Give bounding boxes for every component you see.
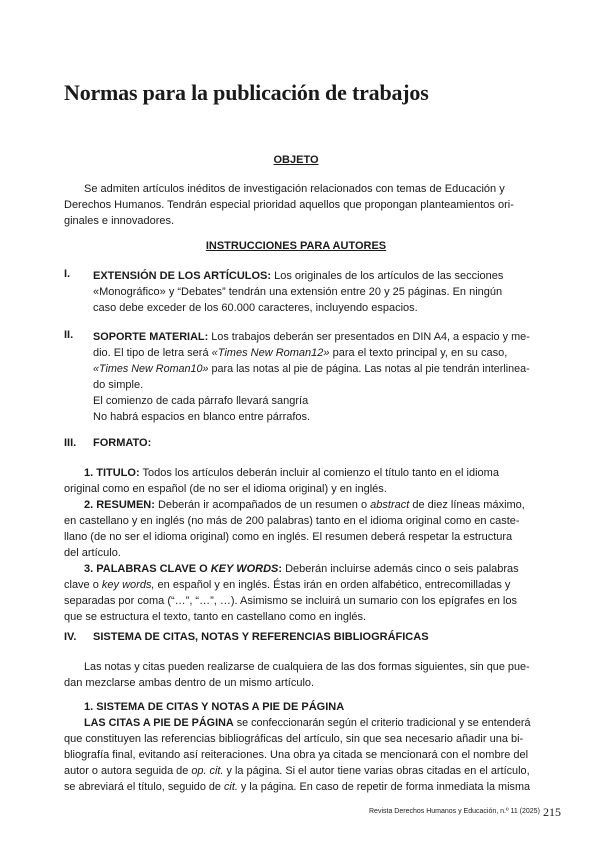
text-run: : bbox=[278, 563, 283, 575]
text-run: para las notas al pie de página. Las notas al pie tendrán interlinea- bbox=[208, 363, 530, 375]
section-4-intro-line-1: Las notas y citas pueden realizarse de cualquiera de las dos formas siguientes, sin que pue- bbox=[84, 661, 530, 673]
text-run: dio. El tipo de letra será bbox=[93, 347, 212, 359]
section-4-number: IV. bbox=[64, 631, 77, 643]
instrucciones-heading: INSTRUCCIONES PARA AUTORES bbox=[205, 240, 387, 252]
section-1-number: I. bbox=[64, 268, 71, 280]
section-1-text: Los originales de los artículos de las secciones bbox=[271, 270, 504, 282]
section-2-line-1 bbox=[93, 329, 530, 345]
page-title: Normas para la publicación de trabajos bbox=[64, 80, 429, 105]
titulo-line-1 bbox=[84, 465, 499, 481]
page-number: 215 bbox=[543, 805, 561, 819]
objeto-line-1: Se admiten artículos inéditos de investigación relacionados con temas de Educación y bbox=[84, 183, 505, 195]
citas-line-5 bbox=[64, 779, 530, 795]
section-2-line-4: do simple. bbox=[93, 379, 144, 391]
font-name: «Times New Roman12» bbox=[211, 347, 330, 359]
palabras-label-italic: KEY WORDS bbox=[210, 563, 279, 575]
text-run: Deberán incluirse además cinco o seis palabras bbox=[282, 563, 519, 575]
section-2-label: SOPORTE MATERIAL: bbox=[93, 331, 209, 343]
section-3-label: FORMATO: bbox=[93, 437, 152, 449]
resumen-label: 2. RESUMEN: bbox=[84, 499, 155, 511]
text-run: key words, bbox=[101, 579, 155, 591]
section-4-label: SISTEMA DE CITAS, NOTAS Y REFERENCIAS BIBLIOGRÁFICAS bbox=[93, 631, 429, 643]
resumen-line-4: del artículo. bbox=[64, 547, 121, 559]
section-2-text: Los trabajos deberán ser presentados en DIN A4, a espacio y me- bbox=[208, 331, 530, 343]
objeto-heading: OBJETO bbox=[273, 154, 319, 166]
text-run: cit. bbox=[223, 781, 238, 793]
section-2-line-2 bbox=[93, 345, 507, 361]
text-run: op. cit. bbox=[191, 765, 224, 777]
objeto-line-2: Derechos Humanos. Tendrán especial prioridad aquellos que propongan planteamientos ori- bbox=[64, 199, 514, 211]
journal-citation: Revista Derechos Humanos y Educación, n.º 11 (2025) bbox=[369, 808, 540, 815]
palabras-line-3: separadas por coma (“…”, “…”, …). Asimismo se incluirá un sumario con los epígrafes en los bbox=[64, 595, 517, 607]
citas-line-1 bbox=[84, 715, 530, 731]
palabras-line-1 bbox=[84, 561, 519, 577]
text-run: en español y en inglés. Éstas irán en orden alfabético, entrecomilladas y bbox=[154, 579, 511, 591]
section-4-intro-line-2: dan mezclarse ambas dentro de un mismo artículo. bbox=[64, 677, 315, 689]
text-run: Todos los artículos deberán incluir al comienzo el título tanto en el idioma bbox=[139, 467, 499, 479]
section-2-line-5: El comienzo de cada párrafo llevará sangría bbox=[93, 395, 309, 407]
text-run: autor o autora seguida de bbox=[64, 765, 192, 777]
citas-line-3: bliografía final, evitando así reiteraciones. Una obra ya citada se mencionará con el nombre del bbox=[64, 749, 529, 761]
resumen-line-3: llano (de no ser el idioma original) como en inglés. El resumen deberá respetar la estructura bbox=[64, 531, 513, 543]
text-run: se abreviará el título, seguido de bbox=[64, 781, 224, 793]
text-run: para el texto principal y, en su caso, bbox=[329, 347, 508, 359]
text-run: de diez líneas máximo, bbox=[409, 499, 525, 511]
resumen-line-2: en castellano y en inglés (no más de 200 palabras) tanto en el idioma original como en caste- bbox=[64, 515, 520, 527]
citas-label: LAS CITAS A PIE DE PÁGINA bbox=[84, 717, 234, 729]
text-run: clave o bbox=[64, 579, 102, 591]
palabras-line-4: que se estructura el texto, tanto en castellano como en inglés. bbox=[64, 611, 367, 623]
objeto-line-3: ginales e innovadores. bbox=[64, 215, 175, 227]
titulo-label: 1. TITULO: bbox=[84, 467, 140, 479]
subsection-1-heading: 1. SISTEMA DE CITAS Y NOTAS A PIE DE PÁGINA bbox=[84, 701, 345, 713]
resumen-line-1 bbox=[84, 497, 525, 513]
text-run: se confeccionarán según el criterio tradicional y se entenderá bbox=[233, 717, 531, 729]
citas-line-2: que constituyen las referencias bibliográficas del artículo, sin que sea necesario añadir una bi- bbox=[64, 733, 524, 745]
section-2-number: II. bbox=[64, 329, 74, 341]
section-2-line-3 bbox=[93, 361, 530, 377]
section-1-line-3: caso debe exceder de los 60.000 caracteres, incluyendo espacios. bbox=[93, 302, 418, 314]
section-1-label: EXTENSIÓN DE LOS ARTÍCULOS: bbox=[93, 270, 272, 282]
section-1-line-1 bbox=[93, 268, 503, 284]
citas-line-4 bbox=[64, 763, 530, 779]
palabras-line-2 bbox=[64, 577, 510, 593]
section-2-line-6: No habrá espacios en blanco entre párrafos. bbox=[93, 411, 311, 423]
section-3-number: III. bbox=[64, 437, 77, 449]
font-name: «Times New Roman10» bbox=[93, 363, 209, 375]
text-run: y la página. En caso de repetir de forma inmediata la misma bbox=[237, 781, 531, 793]
palabras-label: 3. PALABRAS CLAVE O bbox=[84, 563, 211, 575]
titulo-line-2: original como en español (de no ser el idioma original) y en inglés. bbox=[64, 483, 387, 495]
section-1-line-2: «Monográfico» y “Debates” tendrán una extensión entre 20 y 25 páginas. En ningún bbox=[93, 286, 503, 298]
text-run: y la página. Si el autor tiene varias obras citadas en el artículo, bbox=[223, 765, 530, 777]
text-run: Deberán ir acompañados de un resumen o bbox=[154, 499, 371, 511]
text-run: abstract bbox=[370, 499, 410, 511]
